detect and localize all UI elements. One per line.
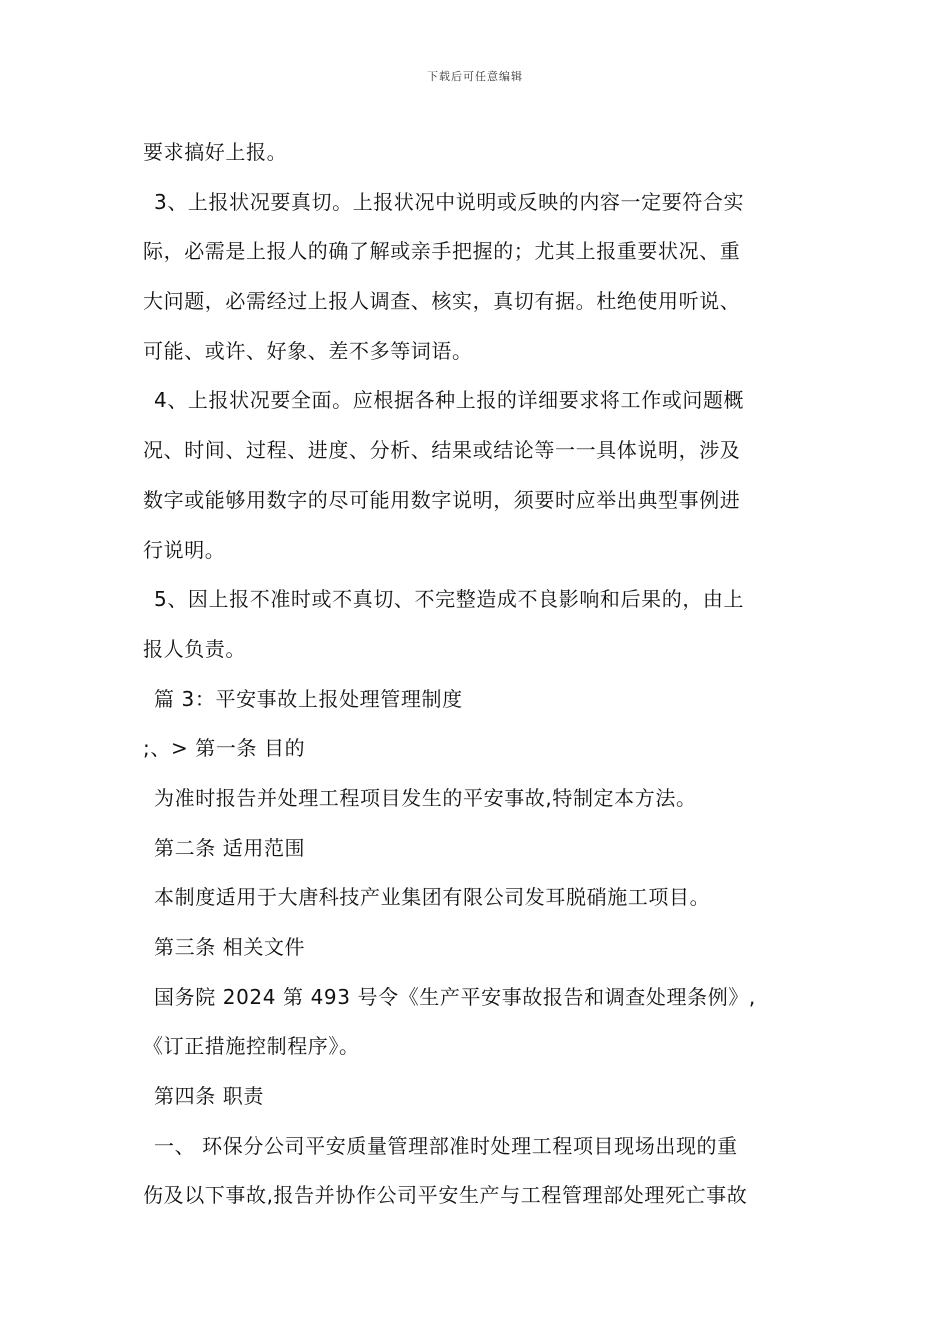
text-line: 3、上报状况要真切。上报状况中说明或反映的内容一定要符合实 <box>154 189 745 214</box>
text-line: 行说明。 <box>143 537 226 562</box>
text-line: 国务院 2024 第 493 号令《生产平安事故报告和调查处理条例》, <box>154 984 756 1009</box>
text-line: 况、时间、过程、进度、分析、结果或结论等一一具体说明，涉及 <box>143 438 741 463</box>
section-heading: 篇 3：平安事故上报处理管理制度 <box>154 686 463 711</box>
text-line: 本制度适用于大唐科技产业集团有限公司发耳脱硝施工项目。 <box>154 885 711 910</box>
text-line: 一、 环保分公司平安质量管理部准时处理工程项目现场出现的重 <box>154 1133 738 1158</box>
text-line: 伤及以下事故,报告并协作公司平安生产与工程管理部处理死亡事故 <box>143 1183 748 1208</box>
text-line: 为准时报告并处理工程项目发生的平安事故,特制定本方法。 <box>154 785 697 810</box>
article-heading: ;、> 第一条 目的 <box>143 736 306 761</box>
text-line: 数字或能够用数字的尽可能用数字说明，须要时应举出典型事例进 <box>143 487 741 512</box>
article-heading: 第四条 职责 <box>154 1084 264 1109</box>
text-line: 4、上报状况要全面。应根据各种上报的详细要求将工作或问题概 <box>154 388 745 413</box>
text-line: 大问题，必需经过上报人调查、核实，真切有据。杜绝使用听说、 <box>143 289 741 314</box>
text-line: 要求搞好上报。 <box>143 140 288 164</box>
article-heading: 第二条 适用范围 <box>154 835 306 860</box>
document-body <box>143 128 811 1221</box>
text-line: 《订正措施控制程序》。 <box>143 1034 360 1059</box>
text-line: 5、因上报不准时或不真切、不完整造成不良影响和后果的，由上 <box>154 587 745 612</box>
text-line: 报人负责。 <box>143 636 246 661</box>
header-note: 下载后可任意编辑 <box>427 70 523 83</box>
text-line: 可能、或许、好象、差不多等词语。 <box>143 338 473 363</box>
article-heading: 第三条 相关文件 <box>154 935 306 959</box>
text-line: 际，必需是上报人的确了解或亲手把握的；尤其上报重要状况、重 <box>143 239 741 264</box>
